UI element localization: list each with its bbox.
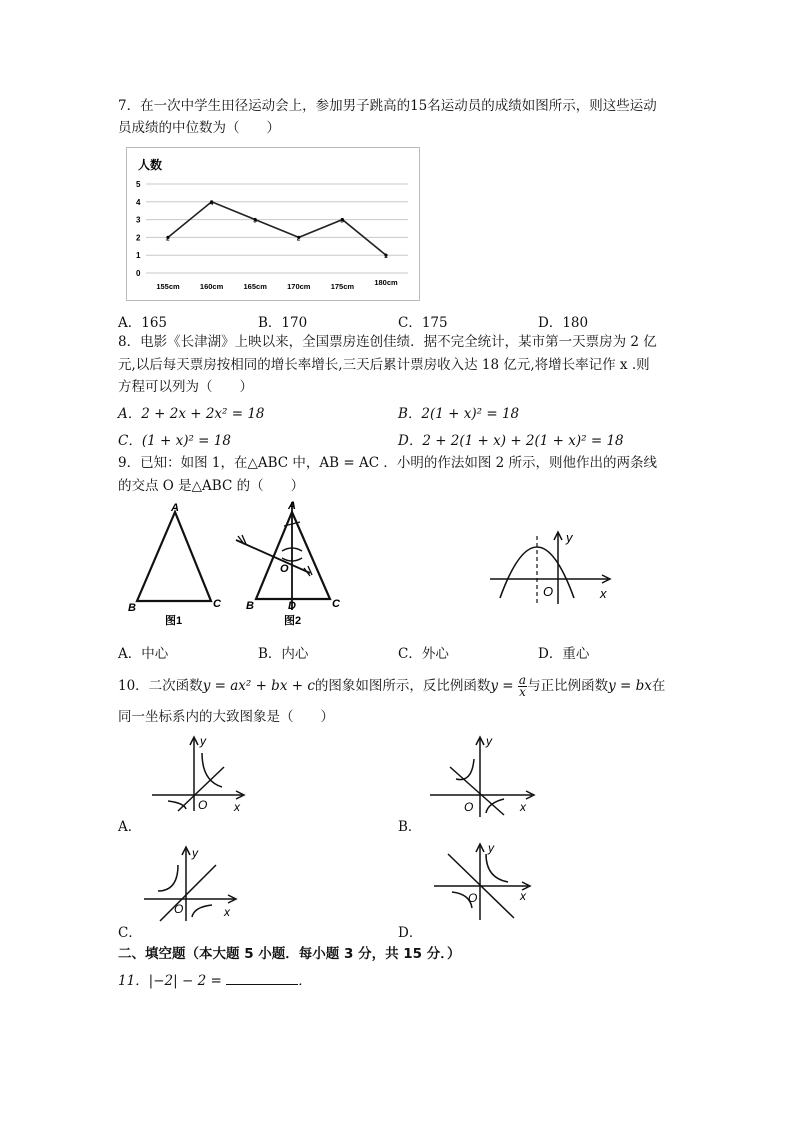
q7-line-chart	[126, 147, 420, 301]
figure-1-caption: 图1	[165, 615, 183, 627]
triangle-abc-2	[256, 512, 330, 599]
graph-a-y-label: y	[200, 734, 206, 748]
q10-graph-c	[142, 843, 242, 923]
q10-frac-den: x	[519, 685, 526, 699]
vertex-d-label: D	[288, 600, 296, 612]
q7-text-line1: 7．在一次中学生田径运动会上，参加男子跳高的15名运动员的成绩如图所示，则这些运动	[118, 98, 657, 114]
vertex-b-label-2: B	[246, 600, 254, 612]
parabola-y-label: y	[566, 530, 573, 545]
graph-c-y-label: y	[192, 846, 198, 860]
q10-option-a[interactable]: A．	[118, 819, 142, 835]
q9-figure-2	[228, 498, 358, 628]
q10-fraction	[518, 675, 527, 698]
q10-option-d[interactable]: D．	[398, 925, 423, 941]
graph-c-line	[160, 865, 216, 921]
q10-text-pre: 10．二次函数	[118, 678, 203, 694]
graph-b-origin-label: O	[464, 800, 474, 814]
triangle-abc	[137, 512, 211, 601]
chart-data-label: 2	[166, 235, 170, 243]
q10-option-b[interactable]: B．	[398, 819, 422, 835]
q10-frac-lhs: y =	[490, 678, 514, 694]
q8-option-c[interactable]: C．(1 + x)² = 18	[118, 433, 231, 449]
graph-c-hyperbola-2	[192, 905, 212, 917]
vertex-a-label: A	[171, 502, 179, 514]
graph-d-x-label: x	[520, 889, 526, 903]
chart-data-label: 3	[340, 217, 345, 225]
parabola-x-label: x	[600, 586, 607, 601]
graph-a-origin-label: O	[198, 798, 208, 812]
graph-b-y-label: y	[486, 734, 492, 748]
q9-text-line2: 的交点 O 是△ABC 的（ ）	[118, 478, 305, 494]
q7-option-d[interactable]: D．180	[538, 315, 589, 331]
graph-b-hyperbola-1	[456, 759, 474, 780]
chart-data-label: 1	[384, 253, 388, 261]
q11-end: ．	[298, 973, 312, 989]
section-2-heading: 二、填空题（本大题 5 小题．每小题 3 分，共 15 分．）	[118, 946, 461, 962]
chart-x-tick-label: 160cm	[199, 282, 224, 291]
q10-text-mid2: 与正比例函数	[527, 678, 609, 694]
vertex-a-label-2: A	[288, 500, 296, 512]
graph-d-origin-label: O	[468, 891, 478, 905]
chart-data-label: 3	[253, 217, 257, 225]
q10-frac-num: a	[518, 673, 527, 687]
q7-option-a[interactable]: A．165	[118, 315, 168, 331]
graph-b-x-label: x	[520, 800, 526, 814]
q10-option-c[interactable]: C．	[118, 925, 142, 941]
q10-linear-expr: y = bx	[608, 678, 652, 694]
q8-option-d[interactable]: D．2 + 2(1 + x) + 2(1 + x)² = 18	[398, 433, 624, 449]
q8-text-line2: 元,以后每天票房按相同的增长率增长,三天后累计票房收入达 18 亿元,将增长率记作 x .则	[118, 357, 650, 373]
q10-text-end: 在	[651, 678, 666, 694]
chart-data-label: 2	[296, 235, 301, 243]
graph-d-hyperbola-1	[486, 854, 508, 882]
chart-title: 人数	[138, 158, 163, 172]
chart-y-tick-label: 2	[136, 233, 141, 243]
q8-text-line3: 方程可以列为（ ）	[118, 379, 253, 395]
q7-option-c[interactable]: C．175	[398, 315, 448, 331]
chart-x-tick-label: 170cm	[287, 282, 311, 291]
q7-option-b[interactable]: B．170	[258, 315, 308, 331]
q10-quadratic-expr: y = ax² + bx + c	[202, 678, 315, 694]
chart-x-tick-label: 175cm	[330, 282, 355, 291]
q10-graph-b	[428, 733, 538, 819]
vertex-c-label: C	[213, 598, 221, 610]
q10-graph-d	[432, 840, 536, 924]
chart-x-tick-label: 165cm	[243, 282, 267, 291]
q11-text: 11．|−2| − 2 =	[118, 973, 222, 989]
parabola-graph	[486, 528, 616, 608]
q10-text-line2: 同一坐标系内的大致图象是（ ）	[118, 709, 334, 725]
chart-x-tick-label: 155cm	[156, 282, 180, 291]
chart-y-tick-label: 4	[136, 197, 141, 207]
graph-d-y-label: y	[488, 841, 494, 855]
q10-text-line1	[118, 673, 665, 699]
perpendicular-bisector-line	[236, 540, 310, 573]
q11-answer-blank[interactable]	[226, 970, 298, 985]
q8-text-line1: 8．电影《长津湖》上映以来，全国票房连创佳绩．据不完全统计，某市第一天票房为 2 亿	[118, 334, 657, 350]
chart-y-tick-label: 5	[136, 180, 141, 189]
graph-c-hyperbola-1	[158, 865, 178, 891]
graph-b-line	[450, 767, 504, 815]
q11-line	[118, 970, 312, 991]
chart-y-tick-label: 0	[136, 269, 141, 278]
graph-c-x-label: x	[224, 905, 230, 919]
q9-option-b[interactable]: B．内心	[258, 646, 309, 662]
q9-figure-1	[125, 498, 235, 628]
q8-option-a[interactable]: A．2 + 2x + 2x² = 18	[118, 406, 265, 422]
q9-option-a[interactable]: A．中心	[118, 646, 169, 662]
chart-y-tick-label: 1	[136, 251, 141, 261]
parabola-origin-label: O	[543, 584, 554, 599]
graph-a-hyperbola-1	[202, 753, 222, 787]
q10-text-mid1: 的图象如图所示，反比例函数	[314, 678, 491, 694]
figure-2-caption: 图2	[284, 615, 302, 627]
q8-option-b[interactable]: B．2(1 + x)² = 18	[398, 406, 520, 422]
chart-y-tick-label: 3	[136, 215, 141, 225]
vertex-b-label: B	[128, 602, 136, 614]
q7-text-line2: 员成绩的中位数为（ ）	[118, 120, 280, 136]
q10-graph-a	[148, 733, 248, 813]
graph-a-x-label: x	[234, 800, 240, 813]
q9-option-d[interactable]: D．重心	[538, 646, 590, 662]
point-o-label: O	[280, 563, 289, 575]
graph-c-origin-label: O	[174, 902, 184, 916]
q9-text-line1: 9．已知：如图 1，在△ABC 中，AB = AC ．小明的作法如图 2 所示，则他作出的两条线	[118, 455, 657, 471]
vertex-c-label-2: C	[332, 598, 340, 610]
chart-x-tick-label: 180cm	[374, 278, 398, 287]
q9-option-c[interactable]: C．外心	[398, 646, 449, 662]
chart-data-label: 4	[209, 199, 214, 207]
